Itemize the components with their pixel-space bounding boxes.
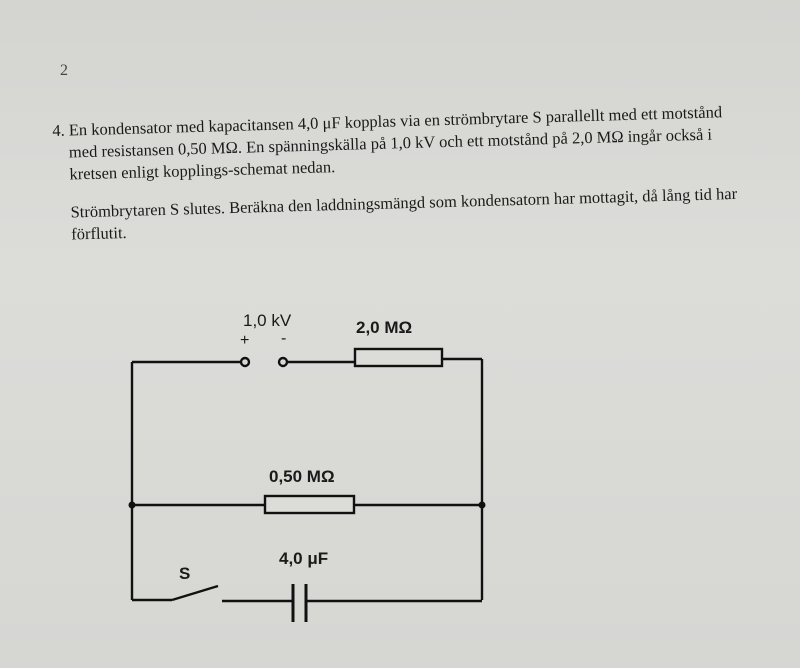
middle-resistor-label: 0,50 MΩ: [269, 467, 335, 486]
middle-resistor: [265, 496, 354, 513]
capacitor-label: 4,0 μF: [279, 549, 329, 568]
page-number: 2: [60, 62, 68, 79]
plus-sign: +: [240, 332, 250, 349]
minus-sign: -: [281, 330, 287, 347]
top-resistor: [355, 349, 442, 366]
top-resistor-label: 2,0 MΩ: [356, 318, 413, 337]
node-right: [479, 502, 486, 509]
switch-label: S: [179, 564, 191, 583]
problem-paragraph-2: Strömbrytaren S slutes. Beräkna den laddningsmängd som kondensatorn har mottagit, då lång tid har förflutit.: [70, 183, 738, 244]
node-left: [129, 502, 136, 509]
source-voltage-label: 1,0 kV: [243, 311, 292, 330]
problem-paragraph-1: En kondensator med kapacitansen 4,0 μF kopplas via en strömbrytare S parallellt med ett motstånd med resistansen 0,50 MΩ. En spänningskälla på 1,0 kV och ett motstånd på 2,0 MΩ ingår också i kretsen enligt kopplings-schemat nedan.: [68, 102, 723, 184]
switch-blade: [172, 586, 218, 600]
source-terminal-minus: [279, 358, 287, 366]
source-terminal-plus: [241, 358, 249, 366]
problem-number: 4.: [52, 120, 65, 140]
